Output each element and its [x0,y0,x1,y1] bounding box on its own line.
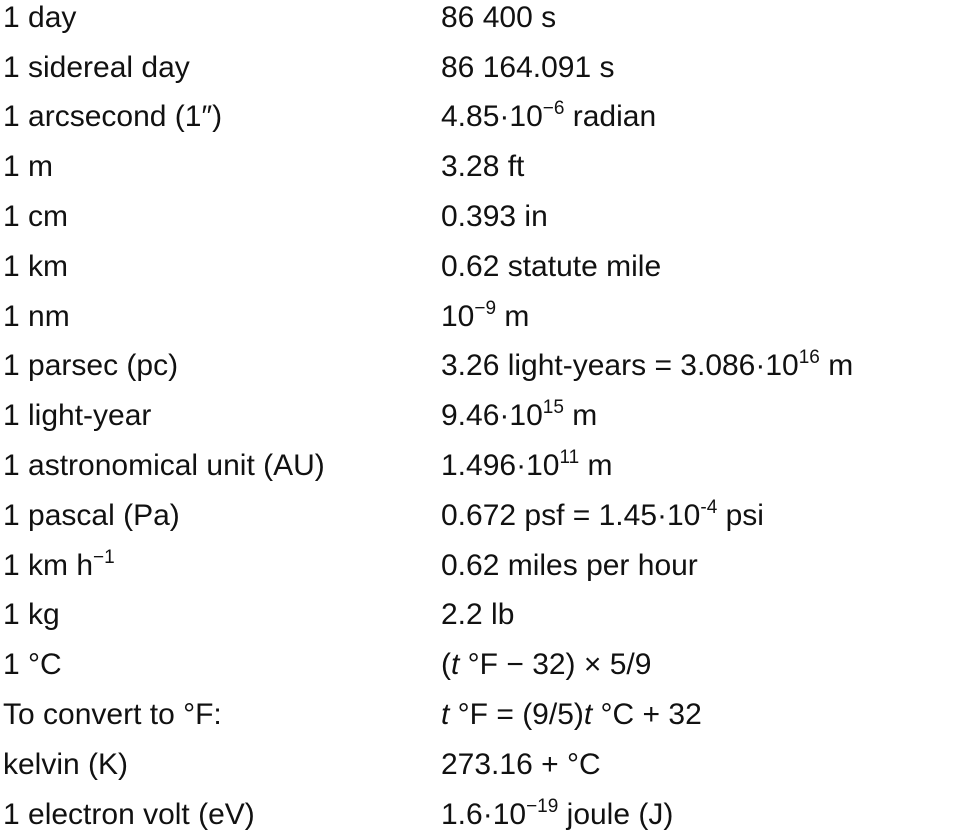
text-fragment: psi [717,498,764,532]
table-row [3,43,948,93]
unit-quantity: 1 parsec (pc) [3,349,179,383]
text-fragment: 1 km h [3,548,94,582]
text-fragment: 10 [441,299,475,333]
text-fragment: 0.62 statute mile [441,249,662,283]
unit-quantity: To convert to °F: [3,698,222,732]
exponent: 16 [798,347,820,369]
table-row [3,93,948,143]
conversion-table [3,0,948,840]
table-row [3,192,948,242]
exponent: −9 [474,297,497,319]
text-fragment: 3.26 light-years = 3.086·10 [441,349,799,383]
unit-equivalent [441,795,948,831]
unit-equivalent [441,700,948,730]
table-row [3,242,948,292]
unit-equivalent [441,202,948,232]
table-row [3,391,948,441]
table-row [3,491,948,541]
text-fragment: 1.496·10 [441,449,560,483]
unit-quantity: 1 nm [3,299,70,333]
table-row [3,342,948,392]
unit-quantity: 1 light-year [3,399,152,433]
unit-quantity: 1 day [3,0,77,34]
unit-equivalent [441,747,948,781]
unit-equivalent [441,548,948,582]
unit-quantity: 1 arcsecond (1″) [3,100,223,134]
text-fragment: 2.2 lb [441,598,515,632]
unit-quantity: 1 km [3,249,69,283]
unit-equivalent [441,496,948,532]
unit-equivalent [441,650,948,680]
unit-quantity: 1 electron volt (eV) [3,797,255,831]
table-row [3,690,948,740]
unit-quantity: 1 sidereal day [3,50,190,84]
text-fragment: 9.46·10 [441,399,543,433]
unit-equivalent [441,98,948,134]
text-fragment: m [563,399,598,433]
unit-quantity: kelvin (K) [3,747,129,781]
text-fragment: radian [564,100,657,134]
unit-quantity: 1 kg [3,598,60,632]
text-fragment: 0.672 psf = 1.45·10 [441,498,701,532]
text-fragment: 86 164.091 s [441,50,615,84]
unit-equivalent [441,0,948,34]
text-fragment: 4.85·10 [441,100,543,134]
text-fragment: °F = (9/5) [449,698,584,732]
table-row [3,790,948,840]
exponent: 15 [542,397,564,419]
text-fragment: °F − 32) × 5/9 [459,648,652,682]
unit-equivalent [441,397,948,433]
table-row [3,740,948,790]
text-fragment: m [579,449,613,483]
table-row [3,640,948,690]
table-row [3,292,948,342]
text-fragment: 0.393 in [441,200,548,234]
unit-quantity [3,546,441,582]
text-fragment: m [496,299,530,333]
unit-equivalent [441,152,948,182]
unit-quantity: 1 astronomical unit (AU) [3,449,325,483]
unit-quantity: 1 °C [3,648,62,682]
table-row [3,591,948,641]
unit-equivalent [441,50,948,84]
text-fragment: °C + 32 [592,698,702,732]
table-row [3,142,948,192]
unit-equivalent [441,249,948,283]
text-fragment: 0.62 miles per hour [441,548,698,582]
table-row [3,441,948,491]
unit-equivalent [441,347,948,383]
text-fragment: m [819,349,854,383]
unit-quantity: 1 cm [3,200,69,234]
unit-quantity: 1 pascal (Pa) [3,498,180,532]
unit-equivalent [441,600,948,630]
unit-equivalent [441,297,948,333]
text-fragment: 273.16 + °C [441,747,601,781]
italic-variable: t [583,698,593,732]
exponent: 11 [559,447,580,469]
exponent: −6 [542,98,565,120]
exponent: -4 [700,496,718,518]
unit-equivalent [441,447,948,483]
text-fragment: 86 400 s [441,0,557,34]
text-fragment: 1.6·10 [441,797,527,831]
italic-variable: t [441,698,450,732]
table-row [3,0,948,43]
text-fragment: joule (J) [558,797,674,831]
unit-quantity: 1 m [3,150,54,184]
exponent: −1 [93,546,115,568]
text-fragment: 3.28 ft [441,150,525,184]
text-fragment: ( [441,648,451,682]
italic-variable: t [451,648,460,682]
exponent: −19 [526,795,559,817]
table-row [3,541,948,591]
